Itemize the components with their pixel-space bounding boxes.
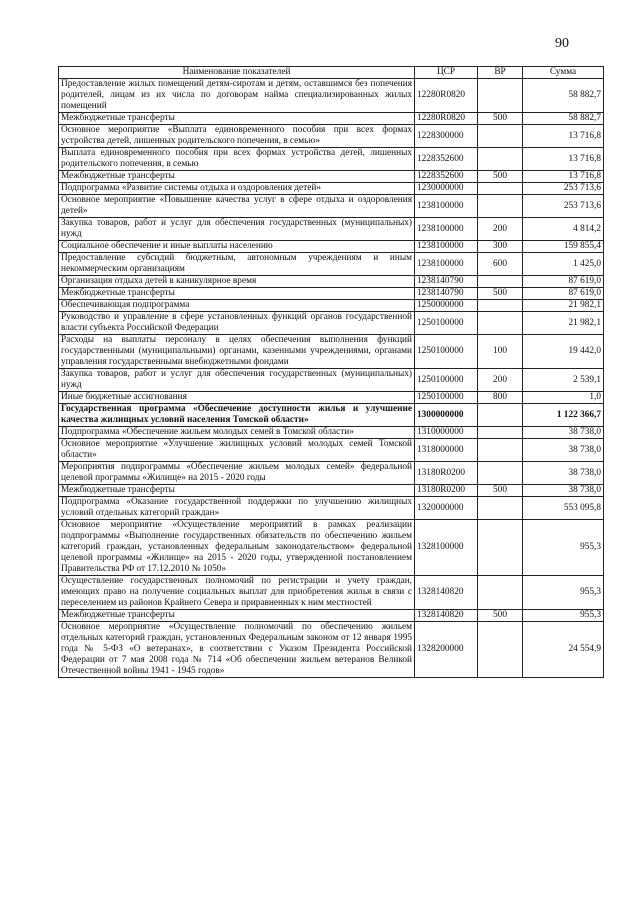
table-row bbox=[59, 462, 604, 485]
row-name-cell: Основное мероприятие «Осуществление мероприятий в рамках реализации подпрограммы «Выполнение государственных обязательств по обеспечению жильем категорий граждан, установленных федеральным законодательством» федеральной целевой программы «Жилище» на 2015 - 2020 годы, утвержденной постановлением Правительства РФ от 17.12.2010 № 1050» bbox=[59, 520, 415, 576]
row-sum-cell: 21 982,1 bbox=[523, 300, 604, 312]
row-sum-cell: 19 442,0 bbox=[523, 335, 604, 369]
row-vr-cell: 200 bbox=[478, 218, 523, 241]
row-csr-cell: 1250100000 bbox=[415, 312, 478, 335]
table-row bbox=[59, 218, 604, 241]
row-sum-cell: 21 982,1 bbox=[523, 312, 604, 335]
row-vr-cell: 500 bbox=[478, 171, 523, 183]
row-name-cell: Подпрограмма «Обеспечение жильем молодых семей в Томской области» bbox=[59, 427, 415, 439]
table-row bbox=[59, 485, 604, 497]
row-vr-cell: 800 bbox=[478, 392, 523, 404]
table-row bbox=[59, 113, 604, 125]
row-sum-cell: 87 619,0 bbox=[523, 276, 604, 288]
row-sum-cell: 253 713,6 bbox=[523, 183, 604, 195]
row-name-cell: Подпрограмма «Развитие системы отдыха и оздоровления детей» bbox=[59, 183, 415, 195]
row-name-cell: Обеспечивающая подпрограмма bbox=[59, 300, 415, 312]
row-csr-cell: 1250000000 bbox=[415, 300, 478, 312]
table-row bbox=[59, 427, 604, 439]
row-csr-cell: 1300000000 bbox=[415, 404, 478, 427]
row-vr-cell: 600 bbox=[478, 253, 523, 276]
row-sum-cell: 24 554,9 bbox=[523, 622, 604, 678]
row-sum-cell: 159 855,4 bbox=[523, 241, 604, 253]
row-sum-cell: 58 882,7 bbox=[523, 79, 604, 113]
row-vr-cell bbox=[478, 404, 523, 427]
table-row bbox=[59, 125, 604, 148]
row-vr-cell bbox=[478, 497, 523, 520]
row-vr-cell bbox=[478, 195, 523, 218]
row-name-cell: Межбюджетные трансферты bbox=[59, 610, 415, 622]
table-row bbox=[59, 253, 604, 276]
row-name-cell: Предоставление субсидий бюджетным, автономным учреждениям и иным некоммерческим организациям bbox=[59, 253, 415, 276]
row-name-cell: Предоставление жилых помещений детям-сиротам и детям, оставшимся без попечения родителей, лицам из их числа по договорам найма специализированных жилых помещений bbox=[59, 79, 415, 113]
table-row bbox=[59, 195, 604, 218]
row-csr-cell: 1328140820 bbox=[415, 610, 478, 622]
table-header-row bbox=[59, 67, 604, 79]
row-name-cell: Организация отдыха детей в каникулярное время bbox=[59, 276, 415, 288]
table-row bbox=[59, 276, 604, 288]
table-row bbox=[59, 148, 604, 171]
row-csr-cell: 1238100000 bbox=[415, 253, 478, 276]
row-vr-cell bbox=[478, 462, 523, 485]
row-sum-cell: 13 716,8 bbox=[523, 125, 604, 148]
row-vr-cell: 300 bbox=[478, 241, 523, 253]
row-name-cell: Мероприятия подпрограммы «Обеспечение жильем молодых семей» федеральной целевой программы «Жилище» на 2015 - 2020 годы bbox=[59, 462, 415, 485]
row-csr-cell: 1238100000 bbox=[415, 195, 478, 218]
row-vr-cell bbox=[478, 125, 523, 148]
row-csr-cell: 1230000000 bbox=[415, 183, 478, 195]
row-sum-cell: 87 619,0 bbox=[523, 288, 604, 300]
row-sum-cell: 1 425,0 bbox=[523, 253, 604, 276]
row-sum-cell: 553 095,8 bbox=[523, 497, 604, 520]
table-row bbox=[59, 392, 604, 404]
page-number: 90 bbox=[555, 36, 569, 51]
row-sum-cell: 955,3 bbox=[523, 610, 604, 622]
table-row bbox=[59, 610, 604, 622]
column-header-vr: ВР bbox=[478, 67, 523, 79]
row-name-cell: Межбюджетные трансферты bbox=[59, 485, 415, 497]
row-sum-cell: 955,3 bbox=[523, 576, 604, 610]
table-row bbox=[59, 404, 604, 427]
row-vr-cell bbox=[478, 183, 523, 195]
table-body bbox=[59, 79, 604, 678]
row-csr-cell: 1318000000 bbox=[415, 439, 478, 462]
row-name-cell: Осуществление государственных полномочий по регистрации и учету граждан, имеющих право на получение социальных выплат для приобретения жилья в связи с переселением из районов Крайнего Севера и приравненных к ним местностей bbox=[59, 576, 415, 610]
row-name-cell: Расходы на выплаты персоналу в целях обеспечения выполнения функций государственными (муниципальными) органами, казенными учреждениями, органами управления государственными внебюджетными фондами bbox=[59, 335, 415, 369]
row-vr-cell: 200 bbox=[478, 369, 523, 392]
row-sum-cell: 2 539,1 bbox=[523, 369, 604, 392]
table-row bbox=[59, 497, 604, 520]
column-header-sum: Сумма bbox=[523, 67, 604, 79]
table-row bbox=[59, 300, 604, 312]
row-name-cell: Основное мероприятие «Улучшение жилищных условий молодых семей Томской области» bbox=[59, 439, 415, 462]
table-row bbox=[59, 288, 604, 300]
row-csr-cell: 1228352600 bbox=[415, 171, 478, 183]
row-csr-cell: 1328140820 bbox=[415, 576, 478, 610]
row-sum-cell: 38 738,0 bbox=[523, 485, 604, 497]
row-csr-cell: 1238140790 bbox=[415, 276, 478, 288]
row-sum-cell: 1 122 366,7 bbox=[523, 404, 604, 427]
row-vr-cell: 100 bbox=[478, 335, 523, 369]
row-sum-cell: 38 738,0 bbox=[523, 439, 604, 462]
row-csr-cell: 1250100000 bbox=[415, 369, 478, 392]
row-vr-cell: 500 bbox=[478, 113, 523, 125]
row-vr-cell bbox=[478, 79, 523, 113]
row-vr-cell bbox=[478, 312, 523, 335]
row-csr-cell: 1310000000 bbox=[415, 427, 478, 439]
row-sum-cell: 38 738,0 bbox=[523, 462, 604, 485]
row-csr-cell: 1250100000 bbox=[415, 335, 478, 369]
row-name-cell: Закупка товаров, работ и услуг для обеспечения государственных (муниципальных) нужд bbox=[59, 369, 415, 392]
column-header-name: Наименование показателей bbox=[59, 67, 415, 79]
table-row bbox=[59, 622, 604, 678]
row-vr-cell: 500 bbox=[478, 610, 523, 622]
row-csr-cell: 12280R0820 bbox=[415, 79, 478, 113]
row-name-cell: Межбюджетные трансферты bbox=[59, 288, 415, 300]
table-row bbox=[59, 241, 604, 253]
row-csr-cell: 1228300000 bbox=[415, 125, 478, 148]
table-row bbox=[59, 439, 604, 462]
row-vr-cell bbox=[478, 427, 523, 439]
table-row bbox=[59, 576, 604, 610]
row-csr-cell: 13180R0200 bbox=[415, 462, 478, 485]
row-sum-cell: 1,0 bbox=[523, 392, 604, 404]
row-vr-cell bbox=[478, 148, 523, 171]
row-name-cell: Основное мероприятие «Повышение качества услуг в сфере отдыха и оздоровления детей» bbox=[59, 195, 415, 218]
row-csr-cell: 12280R0820 bbox=[415, 113, 478, 125]
table-row bbox=[59, 79, 604, 113]
row-sum-cell: 955,3 bbox=[523, 520, 604, 576]
row-vr-cell bbox=[478, 622, 523, 678]
row-name-cell: Иные бюджетные ассигнования bbox=[59, 392, 415, 404]
column-header-csr: ЦСР bbox=[415, 67, 478, 79]
row-name-cell: Подпрограмма «Оказание государственной поддержки по улучшению жилищных условий отдельных категорий граждан» bbox=[59, 497, 415, 520]
budget-table bbox=[58, 66, 604, 678]
table-row bbox=[59, 335, 604, 369]
table-row bbox=[59, 171, 604, 183]
row-name-cell: Выплата единовременного пособия при всех формах устройства детей, лишенных родительского попечения, в семью bbox=[59, 148, 415, 171]
row-csr-cell: 1320000000 bbox=[415, 497, 478, 520]
row-vr-cell: 500 bbox=[478, 288, 523, 300]
table-row bbox=[59, 183, 604, 195]
row-vr-cell bbox=[478, 300, 523, 312]
row-sum-cell: 13 716,8 bbox=[523, 148, 604, 171]
row-name-cell: Основное мероприятие «Выплата единовременного пособия при всех формах устройства детей, лишенных родительского попечения, в семью» bbox=[59, 125, 415, 148]
row-csr-cell: 13180R0200 bbox=[415, 485, 478, 497]
row-vr-cell bbox=[478, 276, 523, 288]
row-csr-cell: 1238140790 bbox=[415, 288, 478, 300]
row-csr-cell: 1328100000 bbox=[415, 520, 478, 576]
table-row bbox=[59, 312, 604, 335]
row-sum-cell: 58 882,7 bbox=[523, 113, 604, 125]
row-name-cell: Основное мероприятие «Осуществление полномочий по обеспечению жильем отдельных категорий граждан, установленных Федеральным законом от 12 января 1995 года № 5-ФЗ «О ветеранах», в соответствии с Указом Президента Российской Федерации от 7 мая 2008 года № 714 «Об обеспечении жильем ветеранов Великой Отечественной войны 1941 - 1945 годов» bbox=[59, 622, 415, 678]
row-sum-cell: 13 716,8 bbox=[523, 171, 604, 183]
row-vr-cell: 500 bbox=[478, 485, 523, 497]
row-sum-cell: 4 814,2 bbox=[523, 218, 604, 241]
table-row bbox=[59, 369, 604, 392]
row-vr-cell bbox=[478, 439, 523, 462]
row-name-cell: Социальное обеспечение и иные выплаты населению bbox=[59, 241, 415, 253]
row-name-cell: Межбюджетные трансферты bbox=[59, 113, 415, 125]
row-vr-cell bbox=[478, 520, 523, 576]
row-sum-cell: 38 738,0 bbox=[523, 427, 604, 439]
row-csr-cell: 1250100000 bbox=[415, 392, 478, 404]
row-name-cell: Закупка товаров, работ и услуг для обеспечения государственных (муниципальных) нужд bbox=[59, 218, 415, 241]
row-name-cell: Государственная программа «Обеспечение доступности жилья и улучшение качества жилищных условий населения Томской области» bbox=[59, 404, 415, 427]
row-csr-cell: 1328200000 bbox=[415, 622, 478, 678]
row-sum-cell: 253 713,6 bbox=[523, 195, 604, 218]
table-row bbox=[59, 520, 604, 576]
row-vr-cell bbox=[478, 576, 523, 610]
row-csr-cell: 1238100000 bbox=[415, 218, 478, 241]
row-name-cell: Руководство и управление в сфере установленных функций органов государственной власти субъекта Российской Федерации bbox=[59, 312, 415, 335]
row-csr-cell: 1228352600 bbox=[415, 148, 478, 171]
row-name-cell: Межбюджетные трансферты bbox=[59, 171, 415, 183]
row-csr-cell: 1238100000 bbox=[415, 241, 478, 253]
